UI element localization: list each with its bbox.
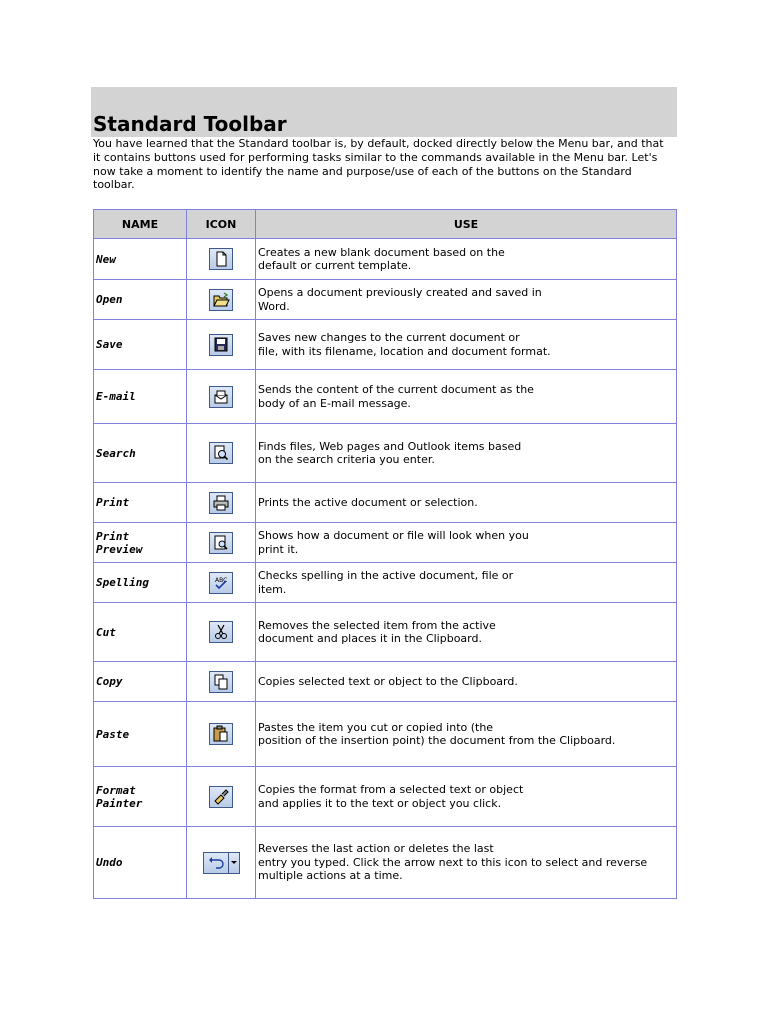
chevron-down-icon xyxy=(229,852,240,874)
table-header-row xyxy=(94,210,677,239)
row-use: Copies selected text or object to the Clipboard. xyxy=(256,662,677,702)
table-row xyxy=(94,827,677,899)
row-name: Open xyxy=(94,280,187,320)
table-row xyxy=(94,424,677,483)
spelling-icon xyxy=(209,572,233,594)
table-row xyxy=(94,702,677,767)
row-use: Checks spelling in the active document, file or item. xyxy=(256,563,677,603)
copy-icon xyxy=(209,671,233,693)
intro-paragraph: You have learned that the Standard toolbar is, by default, docked directly below the Menu bar, and that it contains buttons used for performing tasks similar to the commands available in the Menu bar. Let's now take a moment to identify the name and purpose/use of each of the buttons on the Standard toolbar. xyxy=(93,137,664,192)
row-name: E-mail xyxy=(94,370,187,424)
print-preview-icon xyxy=(209,532,233,554)
toolbar-table xyxy=(93,209,677,899)
row-name: New xyxy=(94,239,187,280)
print-icon xyxy=(209,492,233,514)
table-row xyxy=(94,662,677,702)
row-name: Spelling xyxy=(94,563,187,603)
header-use: USE xyxy=(256,210,677,239)
email-icon xyxy=(209,386,233,408)
row-use: Shows how a document or file will look when you print it. xyxy=(256,523,677,563)
header-icon: ICON xyxy=(187,210,256,239)
table-row xyxy=(94,239,677,280)
table-row xyxy=(94,280,677,320)
row-use: Removes the selected item from the active document and places it in the Clipboard. xyxy=(256,603,677,662)
new-document-icon xyxy=(209,248,233,270)
table-row xyxy=(94,767,677,827)
row-name: Copy xyxy=(94,662,187,702)
save-disk-icon xyxy=(209,334,233,356)
open-folder-icon xyxy=(209,289,233,311)
table-row xyxy=(94,370,677,424)
undo-button-group xyxy=(203,852,240,874)
table-row xyxy=(94,523,677,563)
search-icon xyxy=(209,442,233,464)
table-row xyxy=(94,603,677,662)
table-row xyxy=(94,483,677,523)
row-name: Search xyxy=(94,424,187,483)
table-row xyxy=(94,320,677,370)
row-name: Print xyxy=(94,483,187,523)
row-use: Pastes the item you cut or copied into (the position of the insertion point) the document from the Clipboard. xyxy=(256,702,677,767)
row-use: Creates a new blank document based on the default or current template. xyxy=(256,239,677,280)
row-use: Sends the content of the current document as the body of an E-mail message. xyxy=(256,370,677,424)
row-name: Print Preview xyxy=(94,523,187,563)
row-name: Cut xyxy=(94,603,187,662)
row-name: Format Painter xyxy=(94,767,187,827)
row-name: Save xyxy=(94,320,187,370)
row-use: Finds files, Web pages and Outlook items based on the search criteria you enter. xyxy=(256,424,677,483)
undo-arrow-icon xyxy=(203,852,229,874)
row-name: Paste xyxy=(94,702,187,767)
row-use: Prints the active document or selection. xyxy=(256,483,677,523)
page-title: Standard Toolbar xyxy=(93,112,287,136)
cut-scissors-icon xyxy=(209,621,233,643)
row-name: Undo xyxy=(94,827,187,899)
row-use: Opens a document previously created and saved in Word. xyxy=(256,280,677,320)
paste-clipboard-icon xyxy=(209,723,233,745)
svg-text:ABC: ABC xyxy=(215,576,228,584)
table-row xyxy=(94,563,677,603)
row-use: Copies the format from a selected text or object and applies it to the text or object you click. xyxy=(256,767,677,827)
row-use: Reverses the last action or deletes the last entry you typed. Click the arrow next to this icon to select and reverse multiple actions at a time. xyxy=(256,827,677,899)
format-painter-brush-icon xyxy=(209,786,233,808)
header-name: NAME xyxy=(94,210,187,239)
row-use: Saves new changes to the current document or file, with its filename, location and document format. xyxy=(256,320,677,370)
